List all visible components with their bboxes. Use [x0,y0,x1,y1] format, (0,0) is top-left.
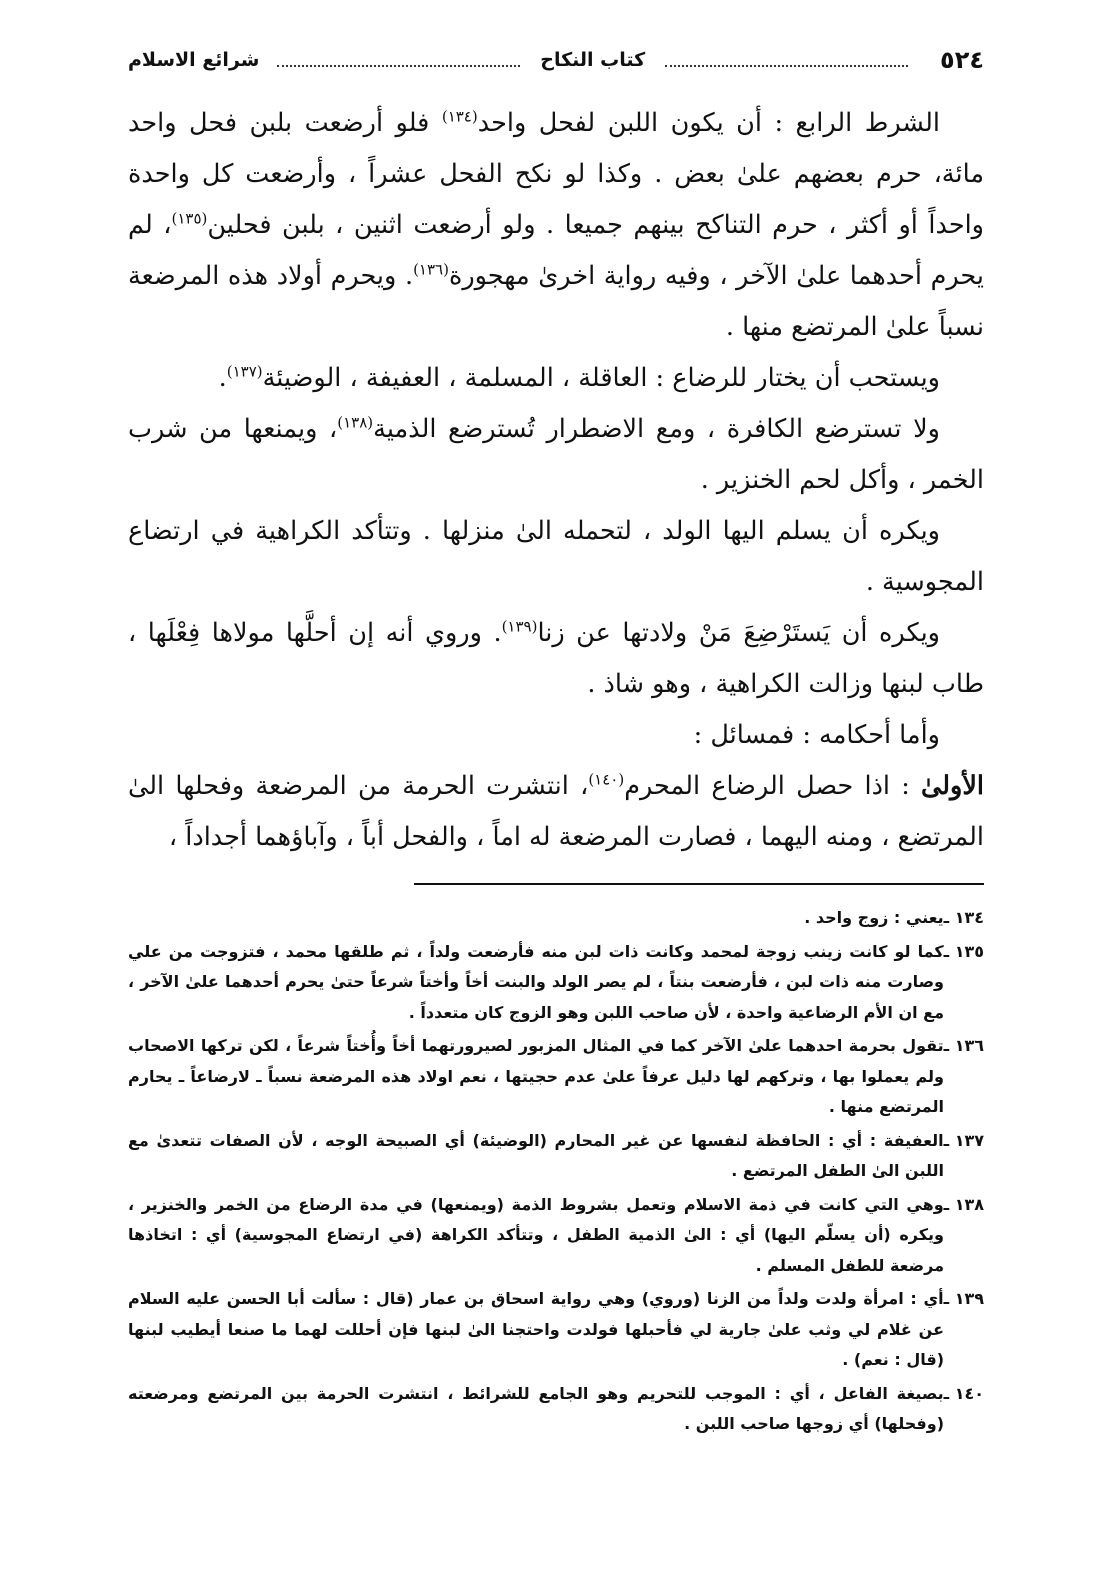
footnotes [128,903,984,1440]
footnote-text: العفيفة : أي : الحافظة لنفسها عن غير المحارم (الوضيئة) أي الصبيحة الوجه ، لأن الصفات تتعدىٰ مع اللبن الىٰ الطفل المرتضع . [128,1130,944,1180]
footnote-ref[interactable]: (١٣٤) [441,107,478,126]
paragraph-text: . ويحرم أولاد هذه المرضعة نسباً علىٰ المرتضع منها . [128,261,984,342]
paragraph-text: ، انتشرت الحرمة من المرضعة وفحلها الىٰ المرتضع ، ومنه اليهما ، فصارت المرضعة له اماً ، والفحل أباً ، وآباؤهما أجداداً ، [128,771,984,852]
paragraph-wet-nurse-qualities [128,353,984,404]
footnote-138 [128,1190,984,1282]
paragraph-text: . [218,363,227,393]
chapter-title: كتاب النكاح [540,49,646,71]
paragraph-text: : اذا حصل الرضاع المحرم [624,771,922,801]
paragraph-text: ، ويمنعها من شرب الخمر ، وأكل لحم الخنزير . [128,414,984,495]
paragraph-text: وأما أحكامه : فمسائل : [693,720,940,750]
paragraph-handing-child [128,506,984,608]
issue-lead: الأولىٰ [921,771,984,801]
footnote-134 [128,903,984,934]
footnote-ref[interactable]: (١٣٧) [226,362,263,381]
paragraph-text: ويكره أن يسلم اليها الولد ، لتحمله الىٰ منزلها . وتتأكد الكراهية في ارتضاع المجوسية . [128,516,984,597]
paragraph-text: ولا تسترضع الكافرة ، ومع الاضطرار تُسترضع الذمية [373,414,940,444]
running-header [128,38,984,82]
footnote-text: وهي التي كانت في ذمة الاسلام وتعمل بشروط الذمة (ويمنعها) في مدة الرضاع من الخمر والخنزير ، ويكره (أن يسلّم اليها) أي : الىٰ الذمية الطفل ، وتتأكد الكراهة (في ارتضاع المجوسية) أي : اتخاذها مرضعة للطفل المسلم . [128,1194,944,1275]
header-dotted-leader [665,65,908,67]
footnote-number: ١٣٦ ـ [943,1036,984,1055]
footnote-number: ١٣٥ ـ [943,941,984,961]
footnote-140 [128,1379,984,1440]
paragraph-fourth-condition [128,98,984,353]
footnote-text: تقول بحرمة احدهما علىٰ الآخر كما في المثال المزبور لصيرورتهما أخاً وأُختاً شرعاً ، لكن تركها الاصحاب ولم يعملوا بها ، وتركهم لها دليل عرفاً علىٰ عدم حجيتها ، نعم اولاد هذه المرضعة نسباً ـ لارضاعاً ـ يحارم المرتضع منها . [128,1036,944,1116]
paragraph-text: ويستحب أن يختار للرضاع : العاقلة ، المسلمة ، العفيفة ، الوضيئة [262,363,940,393]
header-dotted-leader [277,65,520,67]
paragraph-rulings-intro [128,710,984,761]
paragraph-first-issue [128,761,984,863]
footnote-ref[interactable]: (١٣٨) [337,413,374,432]
footnote-136 [128,1031,984,1123]
paragraph-text: . وروي أنه إن أحلَّها مولاها فِعْلَها ، طاب لبنها وزالت الكراهية ، وهو شاذ . [128,618,984,699]
page-number: ٥٢٤ [940,46,984,74]
footnote-number: ١٣٤ ـ [943,908,984,927]
footnote-text: كما لو كانت زينب زوجة لمحمد وكانت ذات لبن منه فأرضعت ولداً ، ثم طلقها محمد ، فتزوجت من علي وصارت منه ذات لبن ، فأرضعت بنتاً ، لم يصر الولد والبنت أخاً وأختاً شرعاً حتىٰ يحرم أحدهما علىٰ الآخر ، مع ان الأم الرضاعية واحدة ، لأن صاحب اللبن وهو الزوج كان متعدداً . [128,941,944,1022]
footnote-text: يعني : زوج واحد . [804,908,944,927]
footnote-number: ١٤٠ ـ [943,1383,984,1403]
footnote-text: بصيغة الفاعل ، أي : الموجب للتحريم وهو الجامع للشرائط ، انتشرت الحرمة بين المرتضع ومرضعته (وفحلها) أي زوجها صاحب اللبن . [128,1383,944,1433]
footnote-separator [414,883,984,885]
footnote-ref[interactable]: (١٤٠) [588,770,625,789]
book-title: شرائع الاسلام [128,49,260,71]
footnote-139 [128,1284,984,1376]
footnote-ref[interactable]: (١٣٩) [501,617,538,636]
footnote-number: ١٣٩ ـ [943,1289,984,1308]
footnote-ref[interactable]: (١٣٥) [171,209,208,228]
footnote-number: ١٣٧ ـ [943,1130,984,1150]
footnote-ref[interactable]: (١٣٦) [413,260,449,279]
paragraph-disbeliever-nurse [128,404,984,506]
paragraph-text: فلو أرضعت بلبن فحل واحد مائة، حرم بعضهم علىٰ بعض . وكذا لو نكح الفحل عشراً ، وأرضعت كل واحدة واحداً أو أكثر ، حرم التناكح بينهم جميعا . ولو أرضعت اثنين ، بلبن فحلين [128,108,985,240]
paragraph-text: ويكره أن يَستَرْضِعَ مَنْ ولادتها عن زنا [537,618,940,648]
paragraph-text: الشرط الرابع : أن يكون اللبن لفحل واحد [477,108,940,138]
main-text [128,98,984,863]
paragraph-illegitimate-nurse [128,608,984,710]
footnote-135 [128,937,984,1029]
footnote-number: ١٣٨ ـ [943,1194,984,1214]
paragraph-text: ، لم يحرم أحدهما علىٰ الآخر ، وفيه رواية اخرىٰ مهجورة [128,210,984,291]
footnote-137 [128,1126,984,1187]
footnote-text: أي : امرأة ولدت ولداً من الزنا (وروي) وهي رواية اسحاق بن عمار (قال : سألت أبا الحسن عليه السلام عن غلام لي وثب علىٰ جارية لي فأحبلها فولدت واحتجنا الىٰ لبنها فإن أحللت لهما ما صنعا أيطيب لبنها (قال : نعم) . [128,1289,944,1369]
